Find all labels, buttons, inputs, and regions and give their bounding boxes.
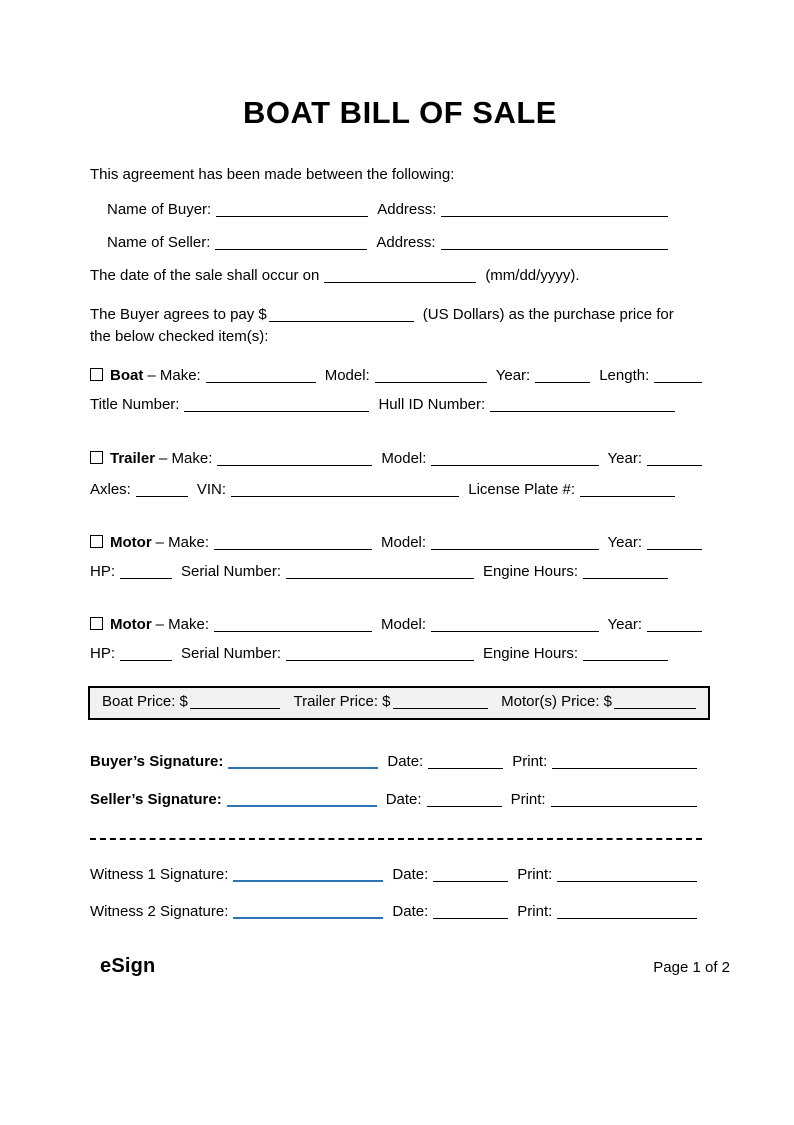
buyer-date-field[interactable] [428,768,503,769]
buyer-signature-line [90,753,697,771]
motor1-checkbox[interactable] [90,535,103,548]
motor2-year-field[interactable] [647,631,702,632]
boat-hull-id-label: Hull ID Number: [378,396,486,413]
sale-date-suffix: (mm/dd/yyyy). [485,267,580,284]
seller-address-label: Address: [376,234,436,251]
trailer-row-2 [90,481,675,499]
buyer-address-label: Address: [377,201,437,218]
motor2-serial-label: Serial Number: [181,645,282,662]
seller-name-label: Name of Seller: [107,234,211,251]
purchase-price-field[interactable] [269,321,414,322]
buyer-name-label: Name of Buyer: [107,201,212,218]
payment-prefix: The Buyer agrees to pay $ [90,306,267,323]
sale-date-line [90,267,710,285]
witness2-signature-line [90,903,697,921]
motors-price-label: Motor(s) Price: $ [501,693,612,710]
boat-row-2 [90,396,675,414]
trailer-model-label: Model: [381,450,427,467]
trailer-model-field[interactable] [431,465,598,466]
boat-checkbox[interactable] [90,368,103,381]
motor2-row-2 [90,645,668,663]
buyer-name-field[interactable] [216,216,368,217]
buyer-line [90,201,668,219]
motor2-hp-field[interactable] [120,660,172,661]
boat-hull-id-field[interactable] [490,411,675,412]
payment-clause [90,306,710,346]
boat-title-number-field[interactable] [184,411,369,412]
motor2-model-label: Model: [381,616,427,633]
boat-title-number-label: Title Number: [90,396,180,413]
trailer-license-plate-label: License Plate #: [468,481,575,498]
motor1-make-label: – Make: [155,534,210,551]
boat-bill-of-sale-document [0,97,794,978]
witness2-date-field[interactable] [433,918,508,919]
witness1-signature-line [90,866,697,884]
trailer-make-field[interactable] [217,465,372,466]
page-footer [90,955,730,978]
witness1-signature-label: Witness 1 Signature: [90,866,229,883]
buyer-signature-field[interactable] [228,767,378,769]
motor1-year-label: Year: [607,534,642,551]
seller-print-label: Print: [510,791,546,808]
trailer-axles-label: Axles: [90,481,131,498]
motor2-checkbox[interactable] [90,617,103,630]
motor2-make-label: – Make: [155,616,210,633]
payment-line [90,306,710,324]
boat-make-label: – Make: [147,367,201,384]
trailer-row-1 [90,450,702,468]
boat-price-label: Boat Price: $ [102,693,188,710]
boat-price-group [102,693,280,711]
trailer-year-field[interactable] [647,465,702,466]
boat-year-label: Year: [495,367,531,384]
price-summary-box [88,686,710,720]
witness1-print-label: Print: [517,866,553,883]
motor2-year-label: Year: [607,616,642,633]
seller-signature-line [90,791,697,809]
motor1-engine-hours-field[interactable] [583,578,668,579]
buyer-date-label: Date: [387,753,424,770]
motor1-serial-field[interactable] [286,578,474,579]
boat-length-field[interactable] [654,382,702,383]
motor1-make-field[interactable] [214,549,372,550]
witness2-signature-field[interactable] [233,917,383,919]
trailer-price-field[interactable] [393,708,488,709]
boat-year-field[interactable] [535,382,590,383]
trailer-license-plate-field[interactable] [580,496,675,497]
boat-name-label: Boat [110,367,144,384]
motors-price-group [501,693,696,711]
trailer-make-label: – Make: [159,450,213,467]
trailer-checkbox[interactable] [90,451,103,464]
trailer-axles-field[interactable] [136,496,188,497]
boat-length-label: Length: [599,367,650,384]
witness2-signature-label: Witness 2 Signature: [90,903,229,920]
boat-price-field[interactable] [190,708,280,709]
page-indicator: Page 1 of 2 [653,959,730,976]
motor2-hp-label: HP: [90,645,116,662]
trailer-vin-field[interactable] [231,496,459,497]
motors-price-field[interactable] [614,708,696,709]
trailer-vin-label: VIN: [196,481,227,498]
seller-name-field[interactable] [215,249,367,250]
payment-continuation-line [90,328,710,346]
buyer-print-label: Print: [512,753,548,770]
boat-make-field[interactable] [206,382,316,383]
intro-text: This agreement has been made between the following: [90,166,455,183]
motor1-name-label: Motor [110,534,152,551]
buyer-print-field[interactable] [552,768,697,769]
seller-date-label: Date: [385,791,422,808]
motor2-engine-hours-label: Engine Hours: [482,645,578,662]
payment-suffix: (US Dollars) as the purchase price for [422,306,674,323]
motor1-engine-hours-label: Engine Hours: [482,563,578,580]
motor1-model-field[interactable] [431,549,598,550]
witness2-date-label: Date: [392,903,429,920]
payment-continuation: the below checked item(s): [90,328,269,345]
motor2-model-field[interactable] [431,631,598,632]
sale-date-field[interactable] [324,282,476,283]
trailer-year-label: Year: [607,450,642,467]
seller-print-field[interactable] [551,806,697,807]
seller-line [90,234,668,252]
motor1-row-2 [90,563,668,581]
motor2-name-label: Motor [110,616,152,633]
witness1-date-field[interactable] [433,881,508,882]
witness2-print-label: Print: [517,903,553,920]
buyer-signature-label: Buyer’s Signature: [90,753,224,770]
witness1-signature-field[interactable] [233,880,383,882]
motor1-hp-label: HP: [90,563,116,580]
motor1-year-field[interactable] [647,549,702,550]
seller-date-field[interactable] [427,806,502,807]
esign-logo: eSign [100,955,156,977]
seller-signature-field[interactable] [227,805,377,807]
motor1-row-1 [90,534,702,552]
witness1-print-field[interactable] [557,881,697,882]
motor1-serial-label: Serial Number: [181,563,282,580]
buyer-address-field[interactable] [441,216,668,217]
motor1-model-label: Model: [381,534,427,551]
motor2-serial-field[interactable] [286,660,474,661]
sale-date-prefix: The date of the sale shall occur on [90,267,320,284]
trailer-name-label: Trailer [110,450,156,467]
witness1-date-label: Date: [392,866,429,883]
motor2-row-1 [90,616,702,634]
boat-model-field[interactable] [375,382,487,383]
seller-address-field[interactable] [441,249,668,250]
seller-signature-label: Seller’s Signature: [90,791,222,808]
motor1-hp-field[interactable] [120,578,172,579]
trailer-price-label: Trailer Price: $ [293,693,391,710]
boat-model-label: Model: [324,367,370,384]
witness2-print-field[interactable] [557,918,697,919]
boat-row-1 [90,367,702,385]
motor2-make-field[interactable] [214,631,372,632]
page-title: BOAT BILL OF SALE [243,95,557,130]
motor2-engine-hours-field[interactable] [583,660,668,661]
trailer-price-group [294,693,488,711]
section-divider [90,838,702,840]
